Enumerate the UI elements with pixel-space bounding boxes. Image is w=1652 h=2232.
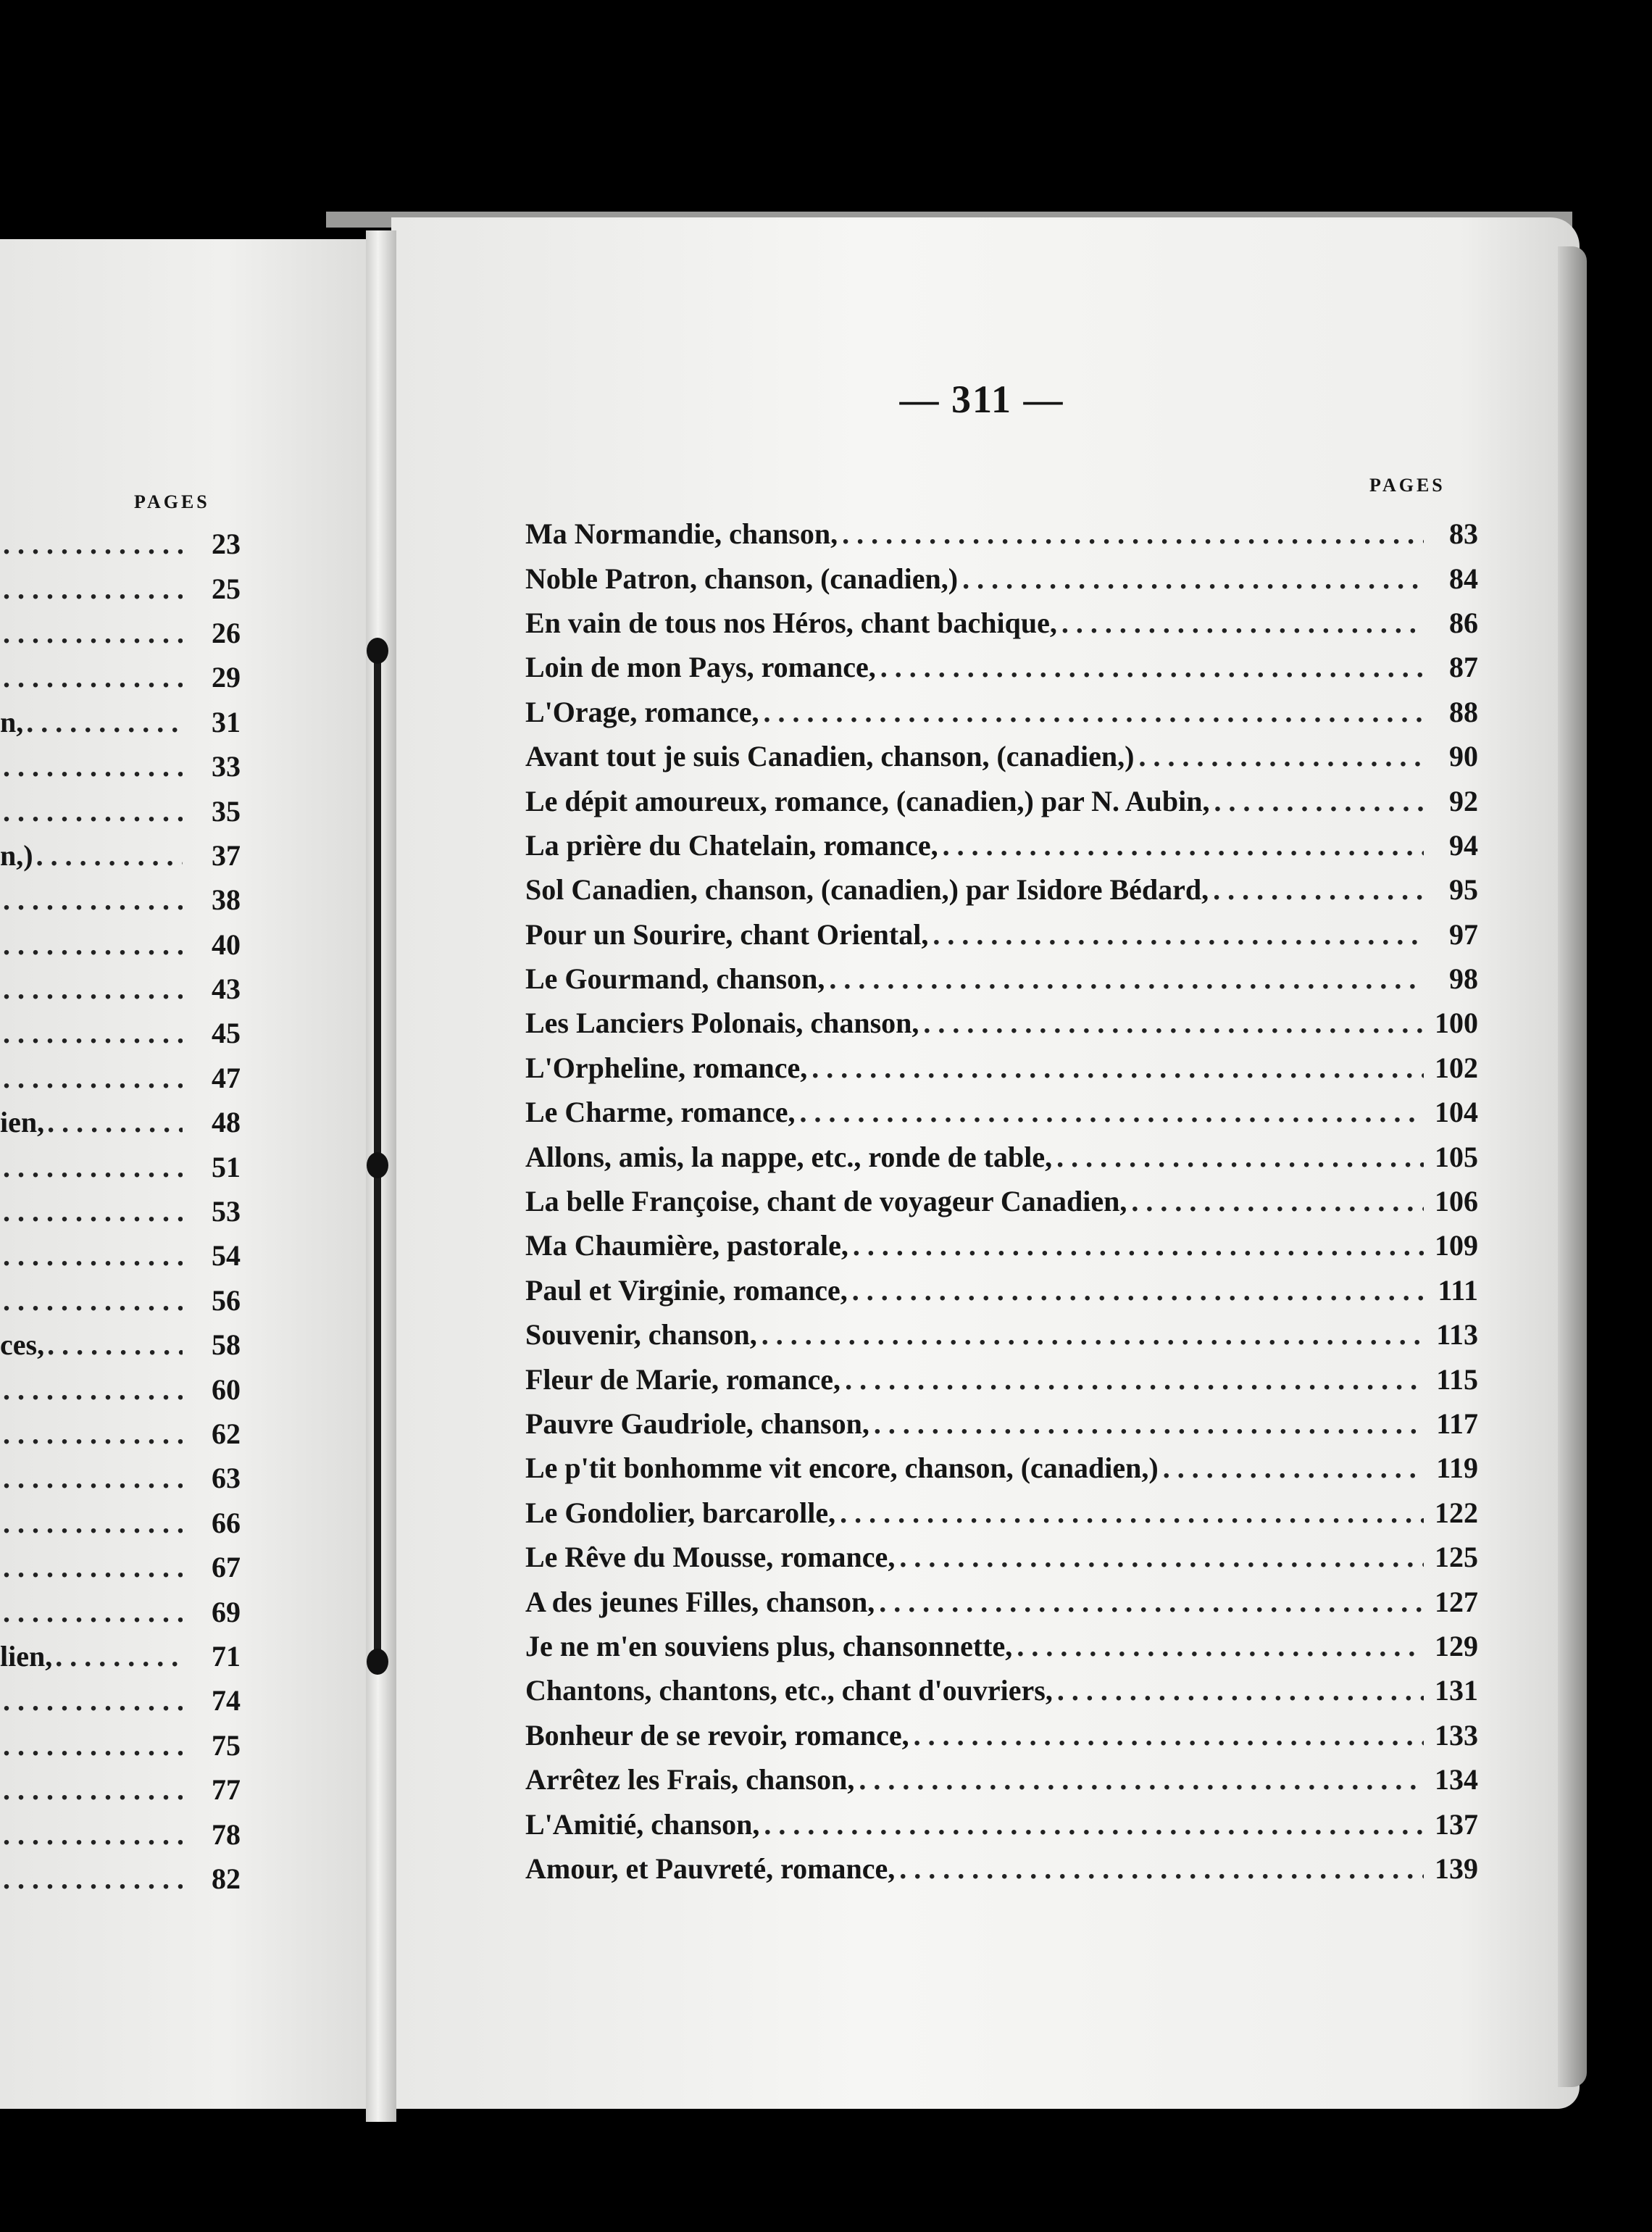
dot-leader [1012, 1629, 1424, 1663]
entry-title: Le Gondolier, barcarolle, [525, 1496, 836, 1529]
entry-title: La belle Françoise, chant de voyageur Canadien, [525, 1185, 1127, 1218]
entry-page-number: 127 [1435, 1585, 1478, 1618]
entry-title: Le Charme, romance, [525, 1096, 796, 1129]
toc-entry [525, 867, 1478, 912]
entry-title: Paul et Virginie, romance, [525, 1273, 848, 1307]
toc-entry-left [0, 788, 246, 833]
dot-leader [876, 650, 1424, 684]
dot-leader [848, 1273, 1424, 1307]
entry-title: Sol Canadien, chanson, (canadien,) par Isidore Bédard, [525, 873, 1209, 907]
entry-title-fragment: n,) [0, 838, 33, 872]
toc-entry [525, 1402, 1478, 1446]
dot-leader [0, 1283, 183, 1317]
toc-entry [525, 1446, 1478, 1490]
dot-leader [1159, 1451, 1424, 1485]
entry-page-number: 129 [1435, 1629, 1478, 1662]
dot-leader [0, 1194, 183, 1228]
toc-entry [525, 1046, 1478, 1090]
toc-entry-left [0, 1011, 246, 1055]
toc-entry [525, 1846, 1478, 1891]
toc-entry [525, 1624, 1478, 1668]
toc-entry-left [0, 1812, 246, 1856]
entry-title: Allons, amis, la nappe, etc., ronde de table, [525, 1140, 1053, 1173]
entry-page-number: 125 [1435, 1541, 1478, 1574]
dot-leader [0, 660, 183, 694]
dot-leader [0, 1862, 183, 1896]
entry-title: Chantons, chantons, etc., chant d'ouvriers, [525, 1674, 1053, 1707]
toc-entry-left [0, 611, 246, 655]
toc-entry-left [0, 833, 246, 878]
entry-page-number: 45 [212, 1017, 241, 1050]
dot-leader [0, 1061, 183, 1095]
dot-leader [958, 562, 1424, 596]
entry-title: La prière du Chatelain, romance, [525, 828, 938, 862]
toc-entry [525, 1090, 1478, 1134]
dot-leader [33, 838, 183, 873]
entry-page-number: 74 [212, 1684, 241, 1717]
toc-entry [525, 601, 1478, 645]
toc-entry [525, 1134, 1478, 1178]
dot-leader [0, 1150, 183, 1184]
toc-entry [525, 912, 1478, 957]
entry-page-number: 119 [1436, 1452, 1478, 1485]
entry-page-number: 95 [1449, 873, 1478, 907]
entry-page-number: 67 [212, 1551, 241, 1584]
dot-leader [759, 695, 1424, 729]
toc-entry-left [0, 1056, 246, 1100]
toc-entry-left [0, 1233, 246, 1278]
entry-page-number: 106 [1435, 1185, 1478, 1218]
dot-leader [919, 1006, 1424, 1040]
toc-entry [525, 1312, 1478, 1357]
dot-leader [848, 1228, 1424, 1262]
entry-page-number: 23 [212, 528, 241, 561]
toc-entry-left [0, 878, 246, 922]
entry-title: Le dépit amoureux, romance, (canadien,) par N. Aubin, [525, 784, 1210, 817]
entry-page-number: 102 [1435, 1051, 1478, 1084]
entry-page-number: 77 [212, 1773, 241, 1807]
toc-entry [525, 957, 1478, 1001]
entry-page-number: 48 [212, 1106, 241, 1139]
entry-page-number: 92 [1449, 784, 1478, 817]
dot-leader [928, 917, 1424, 951]
dot-leader [0, 572, 183, 606]
dot-leader [1052, 1140, 1424, 1174]
entry-page-number: 134 [1435, 1763, 1478, 1796]
dot-leader [23, 705, 183, 739]
entry-title: Bonheur de se revoir, romance, [525, 1718, 909, 1752]
toc-entry [525, 556, 1478, 600]
entry-title: Le Rêve du Mousse, romance, [525, 1541, 896, 1574]
dot-leader [1210, 784, 1424, 818]
entry-page-number: 78 [212, 1817, 241, 1851]
dot-leader [895, 1852, 1424, 1886]
toc-entry-left [0, 1323, 246, 1367]
toc-entry-left [0, 655, 246, 699]
entry-page-number: 86 [1449, 606, 1478, 639]
entry-title: Avant tout je suis Canadien, chanson, (canadien,) [525, 740, 1135, 773]
toc-entry-left [0, 700, 246, 744]
entry-title: A des jeunes Filles, chanson, [525, 1585, 875, 1618]
entry-title-fragment: ien, [0, 1106, 45, 1139]
dot-leader [895, 1540, 1424, 1574]
entry-title: Le p'tit bonhomme vit encore, chanson, (canadien,) [525, 1452, 1159, 1485]
entry-page-number: 122 [1435, 1496, 1478, 1529]
dot-leader [0, 1238, 183, 1273]
toc-entry-left [0, 566, 246, 610]
entry-page-number: 82 [212, 1862, 241, 1895]
dot-leader [0, 616, 183, 650]
dot-leader [807, 1051, 1424, 1085]
entry-page-number: 94 [1449, 828, 1478, 862]
dot-leader [796, 1095, 1424, 1129]
dot-leader [0, 749, 183, 783]
dot-leader [0, 972, 183, 1006]
entry-page-number: 90 [1449, 740, 1478, 773]
entry-title: Les Lanciers Polonais, chanson, [525, 1007, 919, 1040]
entry-page-number: 40 [212, 928, 241, 961]
dot-leader [1135, 739, 1424, 773]
entry-title: Fleur de Marie, romance, [525, 1362, 841, 1396]
entry-page-number: 111 [1438, 1273, 1478, 1307]
toc-entry [525, 1713, 1478, 1757]
dot-leader [0, 928, 183, 962]
dot-leader [0, 1373, 183, 1407]
dot-leader [825, 962, 1424, 996]
page-number: — 311 — [899, 378, 1064, 421]
entry-page-number: 98 [1449, 962, 1478, 996]
toc-entry-left [0, 1545, 246, 1589]
dot-leader [0, 1595, 183, 1629]
toc-entry-left [0, 923, 246, 967]
entry-page-number: 117 [1436, 1407, 1478, 1440]
entry-title: Je ne m'en souviens plus, chansonnette, [525, 1629, 1013, 1662]
entry-page-number: 53 [212, 1195, 241, 1228]
page-right-edge [1558, 246, 1587, 2087]
toc-entry [525, 1268, 1478, 1312]
entry-page-number: 109 [1435, 1229, 1478, 1262]
entry-page-number: 133 [1435, 1718, 1478, 1752]
toc-entry-left [0, 522, 246, 566]
dot-leader [0, 1016, 183, 1050]
entry-page-number: 58 [212, 1328, 241, 1362]
dot-leader [835, 1496, 1424, 1530]
dot-leader [854, 1762, 1424, 1796]
entry-page-number: 139 [1435, 1852, 1478, 1885]
entry-page-number: 131 [1435, 1674, 1478, 1707]
toc-entry-left [0, 1857, 246, 1901]
entry-title: Arrêtez les Frais, chanson, [525, 1763, 855, 1796]
entry-page-number: 26 [212, 616, 241, 649]
entry-page-number: 25 [212, 572, 241, 605]
entry-title: L'Amitié, chanson, [525, 1807, 760, 1841]
entry-page-number: 84 [1449, 562, 1478, 595]
pages-column-header-left: PAGES [134, 491, 210, 512]
entry-page-number: 47 [212, 1061, 241, 1094]
dot-leader [0, 527, 183, 561]
entry-page-number: 63 [212, 1462, 241, 1495]
entry-title: Le Gourmand, chanson, [525, 962, 825, 996]
dot-leader [1127, 1184, 1424, 1218]
toc-entry [525, 823, 1478, 867]
entry-page-number: 43 [212, 973, 241, 1006]
toc-entry [525, 690, 1478, 734]
entry-title-fragment: n, [0, 705, 24, 738]
entry-title: Ma Normandie, chanson, [525, 517, 838, 551]
entry-page-number: 75 [212, 1728, 241, 1762]
toc-entry [525, 734, 1478, 778]
toc-entry-left [0, 1501, 246, 1545]
entry-page-number: 97 [1449, 917, 1478, 951]
entry-title: Noble Patron, chanson, (canadien,) [525, 562, 959, 595]
toc-list-left [0, 522, 246, 1901]
entry-page-number: 60 [212, 1373, 241, 1406]
toc-entry [525, 1757, 1478, 1802]
dot-leader [909, 1718, 1424, 1752]
dot-leader [1057, 606, 1424, 640]
dot-leader [44, 1328, 183, 1362]
toc-entry [525, 1802, 1478, 1846]
entry-title: L'Orage, romance, [525, 695, 759, 728]
dot-leader [44, 1105, 183, 1139]
dot-leader [0, 883, 183, 917]
dot-leader [757, 1317, 1424, 1352]
toc-entry [525, 1535, 1478, 1579]
dot-leader [1209, 873, 1424, 907]
entry-title: En vain de tous nos Héros, chant bachique, [525, 606, 1057, 639]
toc-entry-left [0, 1100, 246, 1144]
entry-page-number: 56 [212, 1283, 241, 1317]
toc-entry-left [0, 967, 246, 1011]
dot-leader [0, 1506, 183, 1540]
dot-leader [0, 1817, 183, 1852]
toc-entry [525, 1357, 1478, 1401]
dot-leader [0, 1683, 183, 1717]
dot-leader [0, 794, 183, 828]
dot-leader [759, 1807, 1424, 1841]
toc-entry-left [0, 1767, 246, 1812]
toc-entry [525, 512, 1478, 556]
entry-page-number: 35 [212, 794, 241, 828]
dot-leader [0, 1461, 183, 1495]
toc-entry [525, 645, 1478, 689]
binding-knot [367, 1649, 388, 1675]
entry-page-number: 105 [1435, 1140, 1478, 1173]
entry-title: Pour un Sourire, chant Oriental, [525, 917, 929, 951]
entry-page-number: 38 [212, 883, 241, 917]
entry-page-number: 83 [1449, 517, 1478, 551]
dot-leader [1053, 1673, 1424, 1707]
entry-page-number: 51 [212, 1150, 241, 1183]
dot-leader [838, 517, 1424, 551]
entry-title: Loin de mon Pays, romance, [525, 651, 876, 684]
toc-entry-left [0, 1412, 246, 1456]
toc-entry [525, 778, 1478, 823]
binding-knot [367, 1152, 388, 1178]
entry-page-number: 29 [212, 661, 241, 694]
toc-entry [525, 1179, 1478, 1223]
entry-page-number: 137 [1435, 1807, 1478, 1841]
toc-entry [525, 1668, 1478, 1712]
entry-page-number: 100 [1435, 1007, 1478, 1040]
toc-entry-left [0, 1189, 246, 1233]
entry-title-fragment: lien, [0, 1639, 53, 1673]
entry-page-number: 33 [212, 750, 241, 783]
toc-entry-left [0, 1634, 246, 1678]
toc-entry [525, 1491, 1478, 1535]
toc-entry-left [0, 1278, 246, 1323]
entry-page-number: 54 [212, 1239, 241, 1273]
toc-list-right [525, 512, 1478, 1891]
entry-page-number: 62 [212, 1417, 241, 1450]
toc-entry-left [0, 1367, 246, 1411]
entry-page-number: 115 [1436, 1362, 1478, 1396]
dot-leader [0, 1417, 183, 1451]
entry-page-number: 69 [212, 1595, 241, 1628]
entry-title: Amour, et Pauvreté, romance, [525, 1852, 896, 1885]
pages-column-header-right: PAGES [1369, 475, 1446, 496]
toc-entry [525, 1223, 1478, 1267]
toc-entry-left [0, 1589, 246, 1633]
entry-page-number: 66 [212, 1506, 241, 1539]
entry-page-number: 104 [1435, 1096, 1478, 1129]
entry-title: L'Orpheline, romance, [525, 1051, 808, 1084]
toc-entry-left [0, 1678, 246, 1723]
toc-entry [525, 1579, 1478, 1623]
entry-page-number: 71 [212, 1639, 241, 1673]
entry-title: Ma Chaumière, pastorale, [525, 1229, 848, 1262]
toc-entry-left [0, 1144, 246, 1188]
dot-leader [875, 1585, 1424, 1619]
toc-entry-left [0, 1723, 246, 1767]
dot-leader [840, 1362, 1424, 1396]
entry-page-number: 37 [212, 838, 241, 872]
binding-knot [367, 638, 388, 664]
toc-entry [525, 1001, 1478, 1045]
dot-leader [0, 1550, 183, 1584]
entry-page-number: 31 [212, 705, 241, 738]
toc-entry-left [0, 1456, 246, 1500]
entry-page-number: 113 [1436, 1318, 1478, 1352]
entry-page-number: 87 [1449, 651, 1478, 684]
dot-leader [869, 1407, 1424, 1441]
toc-entry-left [0, 744, 246, 788]
entry-title-fragment: ces, [0, 1328, 45, 1362]
dot-leader [52, 1639, 183, 1673]
entry-title: Pauvre Gaudriole, chanson, [525, 1407, 869, 1440]
dot-leader [0, 1773, 183, 1807]
dot-leader [938, 828, 1424, 862]
dot-leader [0, 1728, 183, 1762]
entry-page-number: 88 [1449, 695, 1478, 728]
entry-title: Souvenir, chanson, [525, 1318, 757, 1352]
